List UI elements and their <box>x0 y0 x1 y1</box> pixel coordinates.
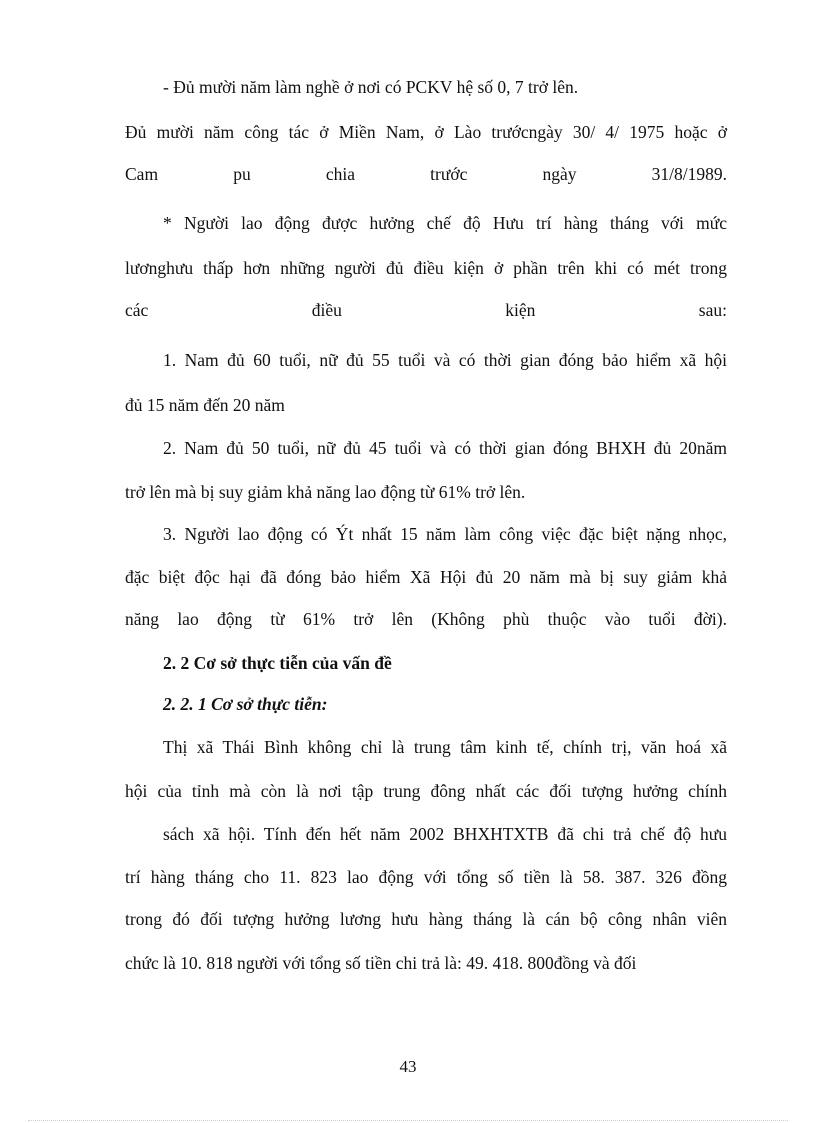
list-item-line: 3. Người lao động có Ýt nhất 15 năm làm công việc đặc biệt nặng nhọc, <box>163 524 727 544</box>
page-bottom-border <box>28 1120 788 1121</box>
paragraph-line: các điều kiện sau: <box>125 300 727 320</box>
list-item-line: 2. Nam đủ 50 tuổi, nữ đủ 45 tuổi và có thời gian đóng BHXH đủ 20năm <box>163 438 727 458</box>
paragraph-line: - Đủ mười năm làm nghề ở nơi có PCKV hệ số 0, 7 trở lên. <box>163 77 579 97</box>
list-item-line: đặc biệt độc hại đã đóng bảo hiểm Xã Hội đủ 20 năm mà bị suy giảm khả <box>125 567 727 587</box>
list-item-line: năng lao động từ 61% trở lên (Không phù thuộc vào tuổi đời). <box>125 609 727 629</box>
paragraph-line: trí hàng tháng cho 11. 823 lao động với tổng số tiền là 58. 387. 326 đồng <box>125 867 727 887</box>
page-number: 43 <box>399 1057 417 1076</box>
list-item-line: đủ 15 năm đến 20 năm <box>125 395 285 415</box>
paragraph-line: sách xã hội. Tính đến hết năm 2002 BHXHTXTB đã chi trả chế độ hưu <box>163 824 727 844</box>
paragraph-line: Đủ mười năm công tác ở Miền Nam, ở Lào trướcngày 30/ 4/ 1975 hoặc ở <box>125 122 727 142</box>
paragraph-line: hội của tỉnh mà còn là nơi tập trung đông nhất các đối tượng hưởng chính <box>125 781 727 801</box>
paragraph-line: Cam pu chia trước ngày 31/8/1989. <box>125 164 727 184</box>
paragraph-line: chức là 10. 818 người với tổng số tiền chi trả là: 49. 418. 800đồng và đối <box>125 953 637 973</box>
paragraph-line: * Người lao động được hưởng chế độ Hưu trí hàng tháng với mức <box>163 213 727 233</box>
subsection-heading: 2. 2. 1 Cơ sở thực tiễn: <box>163 694 328 714</box>
paragraph-line: lươnghưu thấp hơn những người đủ điều kiện ở phần trên khi có mét trong <box>125 258 727 278</box>
list-item-line: trở lên mà bị suy giảm khả năng lao động từ 61% trở lên. <box>125 482 526 502</box>
paragraph-line: trong đó đối tượng hưởng lương hưu hàng tháng là cán bộ công nhân viên <box>125 909 727 929</box>
paragraph-line: Thị xã Thái Bình không chỉ là trung tâm kinh tế, chính trị, văn hoá xã <box>163 737 727 757</box>
section-heading: 2. 2 Cơ sở thực tiễn của vấn đề <box>163 653 392 673</box>
list-item-line: 1. Nam đủ 60 tuổi, nữ đủ 55 tuổi và có thời gian đóng bảo hiểm xã hội <box>163 350 727 370</box>
